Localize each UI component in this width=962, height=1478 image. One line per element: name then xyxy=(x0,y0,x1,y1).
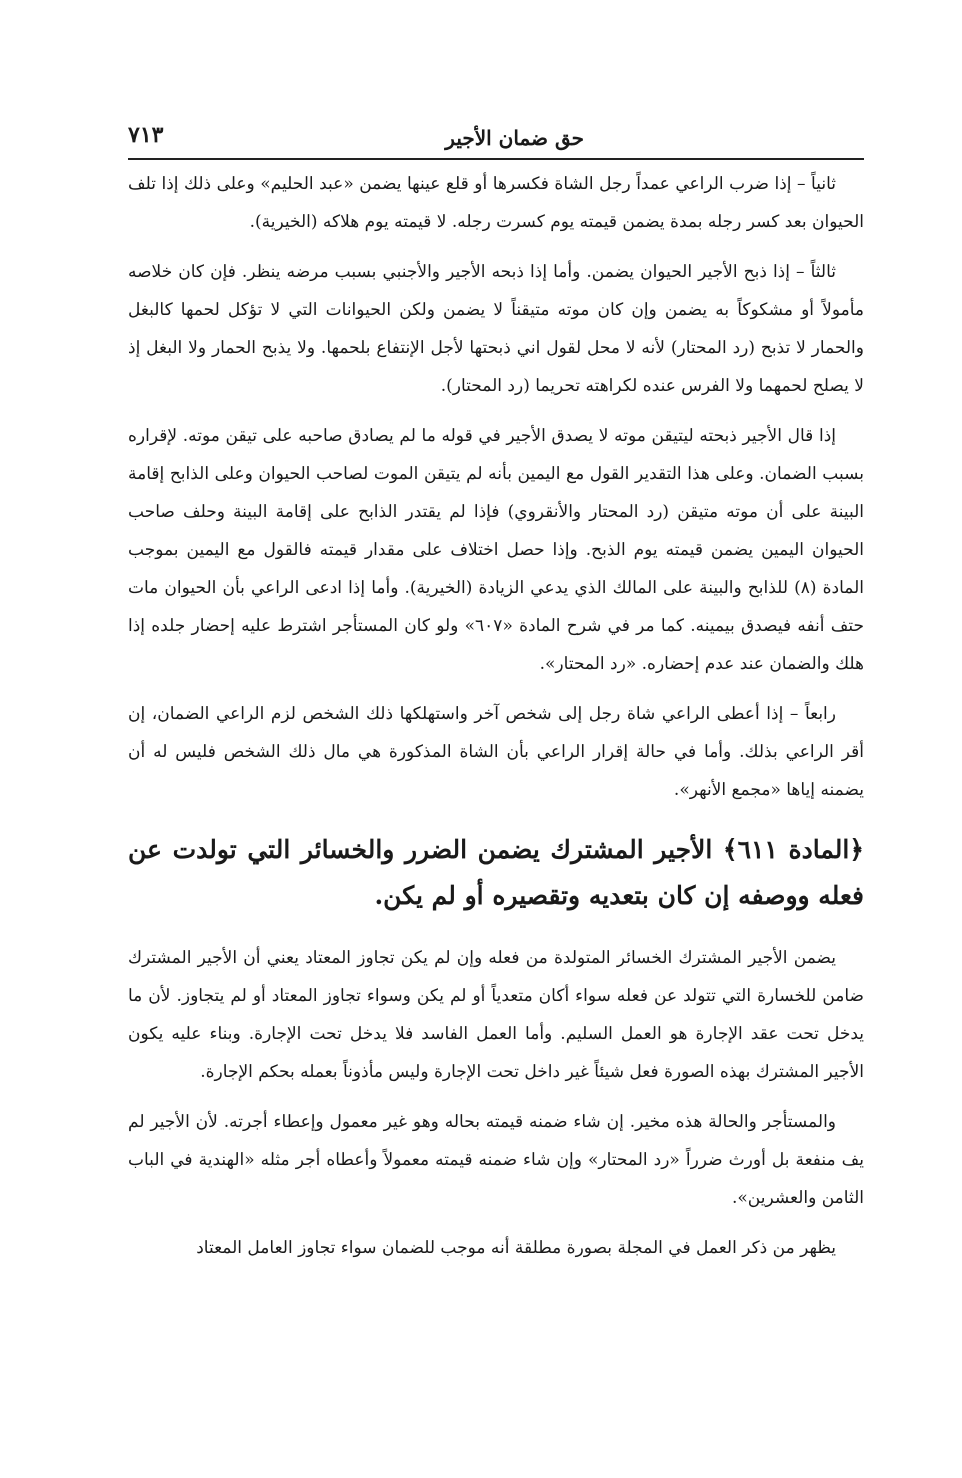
paragraph-third-point: ثالثاً – إذا ذبح الأجير الحيوان يضمن. وأما إذا ذبحه الأجير والأجنبي بسبب مرضه ينظر. فإن كان خلاصه مأمولاً أو مشكوكاً به يضمن وإن كان موته متيقناً لا يضمن ولكن الحيوانات التي لا تؤكل لحمها كالبغل والحمار لا تذبح (رد المحتار) لأنه لا محل لقول اني ذبحتها لأجل الإنتفاع بلحمها. ولا يذبح الحمار ولا البغل إذ لا يصلح لحمهما ولا الفرس عنده لكراهته تحريما (رد المحتار). xyxy=(128,262,864,396)
page-number: ٧١٣ xyxy=(128,122,164,148)
paragraph-majalla-note: يظهر من ذكر العمل في المجلة بصورة مطلقة أنه موجب للضمان سواء تجاوز العامل المعتاد xyxy=(196,1238,836,1258)
paragraph-lessee-option: والمستأجر والحالة هذه مخير. إن شاء ضمنه قيمته بحاله وهو غير معمول وإعطاء أجرته. لأن الأجير لم يف منفعة بل أورث ضرراً «رد المحتار» وإن شاء ضمنه قيمته معمولاً وأعطاه أجر مثله «الهندية في الباب الثامن والعشرين». xyxy=(128,1112,864,1208)
article-611-heading: ﴿المادة ٦١١﴾ الأجير المشترك يضمن الضرر والخسائر التي تولدت عن فعله ووصفه إن كان بتعديه وتقصيره أو لم يكن. xyxy=(128,835,864,910)
paragraph-shared-worker-liability: يضمن الأجير المشترك الخسائر المتولدة من فعله وإن لم يكن تجاوز المعتاد يعني أن الأجير المشترك ضامن للخسارة التي تتولد عن فعله سواء أكان متعدياً أو لم يكن وسواء تجاوز المعتاد أو لم يتجاوز. لأن ما يدخل تحت عقد الإجارة هو العمل السليم. وأما العمل الفاسد فلا يدخل تحت الإجارة. وبناء عليه يكون الأجير المشترك بهذه الصورة فعل شيئاً غير داخل تحت الإجارة وليس مأذوناً بعمله بحكم الإجارة. xyxy=(128,948,864,1082)
paragraph-slaughter-claim: إذا قال الأجير ذبحته ليتيقن موته لا يصدق الأجير في قوله ما لم يصادق صاحبه على تيقن موته. لإقراره بسبب الضمان. وعلى هذا التقدير القول مع اليمين بأنه لم يتيقن الموت لصاحب الحيوان وعلى الذابح إقامة البينة على أن موته متيقن (رد المحتار والأنقروي) فإذا لم يقتدر الذابح على إقامة البينة وحلف صاحب الحيوان اليمين يضمن قيمته يوم الذبح. وإذا حصل اختلاف على مقدار قيمته فالقول مع اليمين بموجب المادة (٨) للذابح والبينة على المالك الذي يدعي الزيادة (الخيرية). وأما إذا ادعى الراعي بأن الحيوان مات حتف أنفه فيصدق بيمينه. كما مر في شرح المادة «٦٠٧» ولو كان المستأجر اشترط عليه إحضار جلده إذا هلك والضمان عند عدم إحضاره. «رد المحتار». xyxy=(128,426,865,674)
paragraph-fourth-point: رابعاً – إذا أعطى الراعي شاة رجل إلى شخص آخر واستهلكها ذلك الشخص لزم الراعي الضمان، إن أقر الراعي بذلك. وأما في حالة إقرار الراعي بأن الشاة المذكورة هي مال ذلك الشخص فليس له أن يضمنه إياها «مجمع الأنهر». xyxy=(128,704,864,800)
page-header xyxy=(128,118,864,160)
paragraph-second-point: ثانياً – إذا ضرب الراعي عمداً رجل الشاة فكسرها أو قلع عينها يضمن «عبد الحليم» وعلى ذلك إذا تلف الحيوان بعد كسر رجله بمدة يضمن قيمته يوم كسرت رجله. لا قيمته يوم هلاكه (الخيرية). xyxy=(128,174,864,232)
running-title: حق ضمان الأجير xyxy=(445,126,584,150)
page-body xyxy=(128,165,864,1279)
